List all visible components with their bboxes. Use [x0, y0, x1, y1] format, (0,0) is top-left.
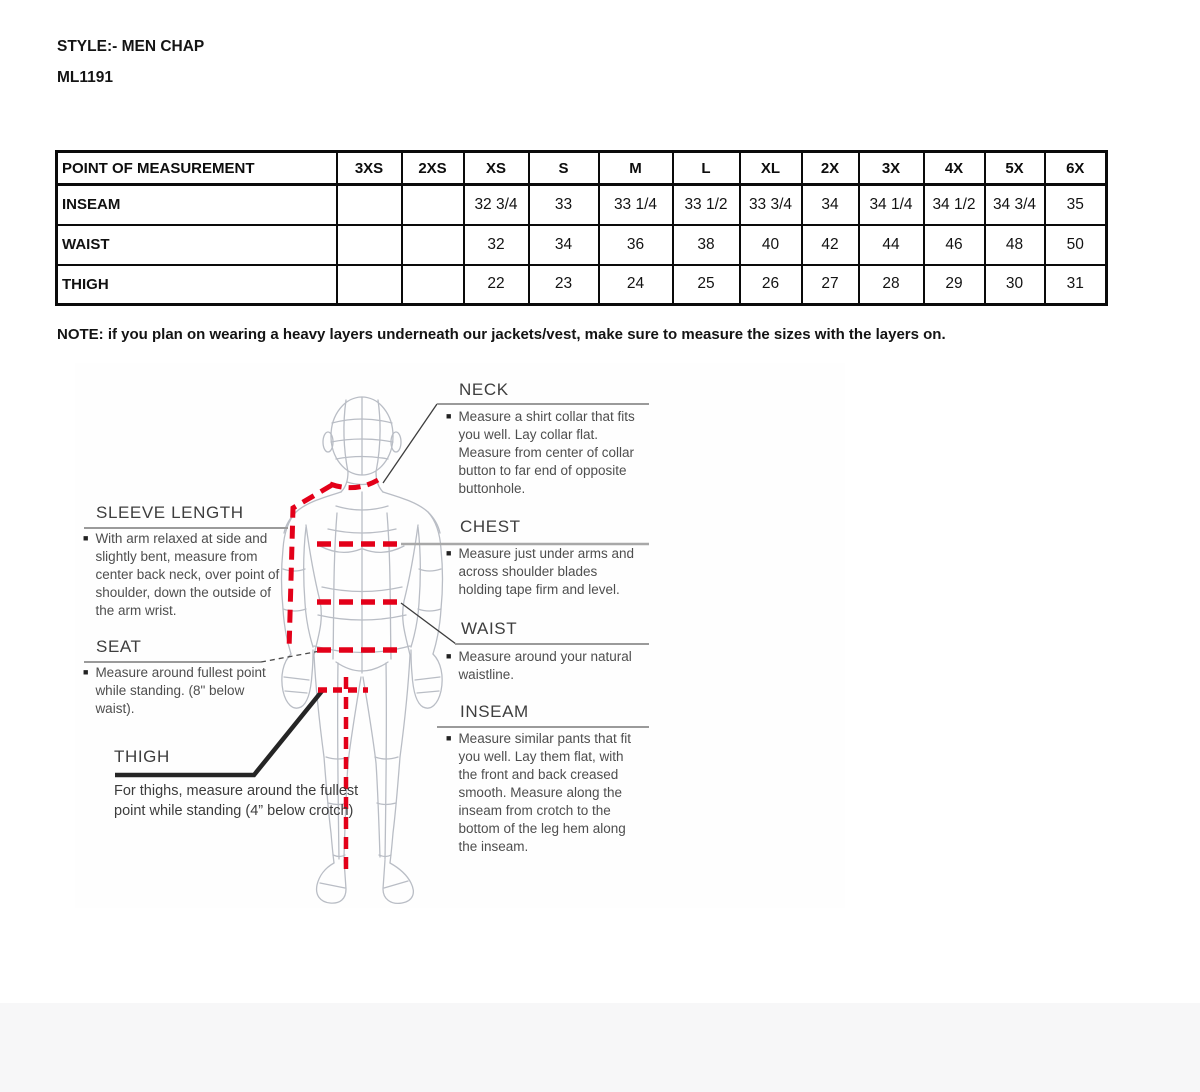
cell: 33 3/4	[740, 185, 802, 225]
row-label: WAIST	[57, 225, 337, 265]
cell	[402, 185, 464, 225]
col-header-2x: 2X	[802, 152, 859, 185]
cell: 26	[740, 265, 802, 305]
bullet-square-icon: ■	[446, 411, 452, 421]
col-header-2xs: 2XS	[402, 152, 464, 185]
cell: 34 1/4	[859, 185, 924, 225]
waist-leader-line	[401, 603, 456, 644]
cell	[337, 185, 402, 225]
col-header-s: S	[529, 152, 599, 185]
col-header-3x: 3X	[859, 152, 924, 185]
table-row-inseam	[57, 185, 1107, 225]
cell: 31	[1045, 265, 1107, 305]
cell: 50	[1045, 225, 1107, 265]
table-row-thigh	[57, 265, 1107, 305]
col-header-xs: XS	[464, 152, 529, 185]
col-header-5x: 5X	[985, 152, 1045, 185]
cell: 38	[673, 225, 740, 265]
cell: 33	[529, 185, 599, 225]
cell: 25	[673, 265, 740, 305]
cell: 29	[924, 265, 985, 305]
col-header-6x: 6X	[1045, 152, 1107, 185]
model-number: ML1191	[57, 69, 114, 86]
thigh-section-text: For thighs, measure around the fullest point while standing (4” below crotch)	[114, 783, 359, 819]
bullet-square-icon: ■	[446, 651, 452, 661]
col-header-xl: XL	[740, 152, 802, 185]
cell: 33 1/4	[599, 185, 673, 225]
col-header-m: M	[599, 152, 673, 185]
cell: 36	[599, 225, 673, 265]
col-header-3xs: 3XS	[337, 152, 402, 185]
waist-section-title: WAIST	[461, 619, 518, 638]
cell	[337, 265, 402, 305]
cell: 32 3/4	[464, 185, 529, 225]
bullet-square-icon: ■	[446, 733, 452, 743]
cell	[402, 265, 464, 305]
inseam-section-text: ■ Measure similar pants that fit you well. Lay them flat, with the front and back creased smooth. Measure along the inseam from crotch to the bottom of the leg hem along the inseam.	[446, 731, 632, 854]
chest-section-text: ■ Measure just under arms and across shoulder blades holding tape firm and level.	[446, 546, 635, 597]
bullet-square-icon: ■	[446, 548, 452, 558]
inseam-section-title: INSEAM	[460, 702, 529, 721]
cell: 42	[802, 225, 859, 265]
layers-note: NOTE: if you plan on wearing a heavy layers underneath our jackets/vest, make sure to measure the sizes with the layers on.	[57, 326, 946, 343]
bottom-strip	[0, 1003, 1200, 1092]
sleeve-length-section-text: ■ With arm relaxed at side and slightly bent, measure from center back neck, over point of shoulder, down the outside of the arm wrist.	[83, 531, 280, 618]
size-table-wrap	[55, 150, 1108, 306]
sleeve-length-section-title: SLEEVE LENGTH	[96, 503, 244, 522]
cell: 33 1/2	[673, 185, 740, 225]
waist-section-text: ■ Measure around your natural waistline.	[446, 649, 632, 682]
cell: 27	[802, 265, 859, 305]
col-header-point-of-measurement: POINT OF MEASUREMENT	[57, 152, 337, 185]
cell: 48	[985, 225, 1045, 265]
cell: 24	[599, 265, 673, 305]
cell: 34	[529, 225, 599, 265]
style-title: STYLE:- MEN CHAP	[57, 38, 205, 55]
cell: 34 1/2	[924, 185, 985, 225]
cell: 23	[529, 265, 599, 305]
seat-section-title: SEAT	[96, 637, 142, 656]
cell: 28	[859, 265, 924, 305]
sleeve-measure-line	[289, 485, 332, 651]
cell: 32	[464, 225, 529, 265]
neck-section-title: NECK	[459, 380, 509, 399]
cell	[337, 225, 402, 265]
chest-section-title: CHEST	[460, 517, 521, 536]
table-row-waist	[57, 225, 1107, 265]
seat-section-text: ■ Measure around fullest point while standing. (8" below waist).	[83, 665, 266, 716]
cell: 44	[859, 225, 924, 265]
size-table	[55, 150, 1108, 306]
document-header	[57, 38, 204, 87]
bullet-square-icon: ■	[83, 533, 89, 543]
row-label: INSEAM	[57, 185, 337, 225]
cell: 46	[924, 225, 985, 265]
measurement-diagram	[75, 363, 845, 908]
cell: 30	[985, 265, 1045, 305]
cell: 40	[740, 225, 802, 265]
col-header-l: L	[673, 152, 740, 185]
row-label: THIGH	[57, 265, 337, 305]
cell: 34	[802, 185, 859, 225]
cell: 35	[1045, 185, 1107, 225]
cell: 22	[464, 265, 529, 305]
cell: 34 3/4	[985, 185, 1045, 225]
col-header-4x: 4X	[924, 152, 985, 185]
thigh-section-title: THIGH	[114, 747, 170, 766]
cell	[402, 225, 464, 265]
table-header-row	[57, 152, 1107, 185]
bullet-square-icon: ■	[83, 667, 89, 677]
neck-section-text: ■ Measure a shirt collar that fits you well. Lay collar flat. Measure from center of collar button to far end of opposite buttonhole.	[446, 409, 635, 496]
